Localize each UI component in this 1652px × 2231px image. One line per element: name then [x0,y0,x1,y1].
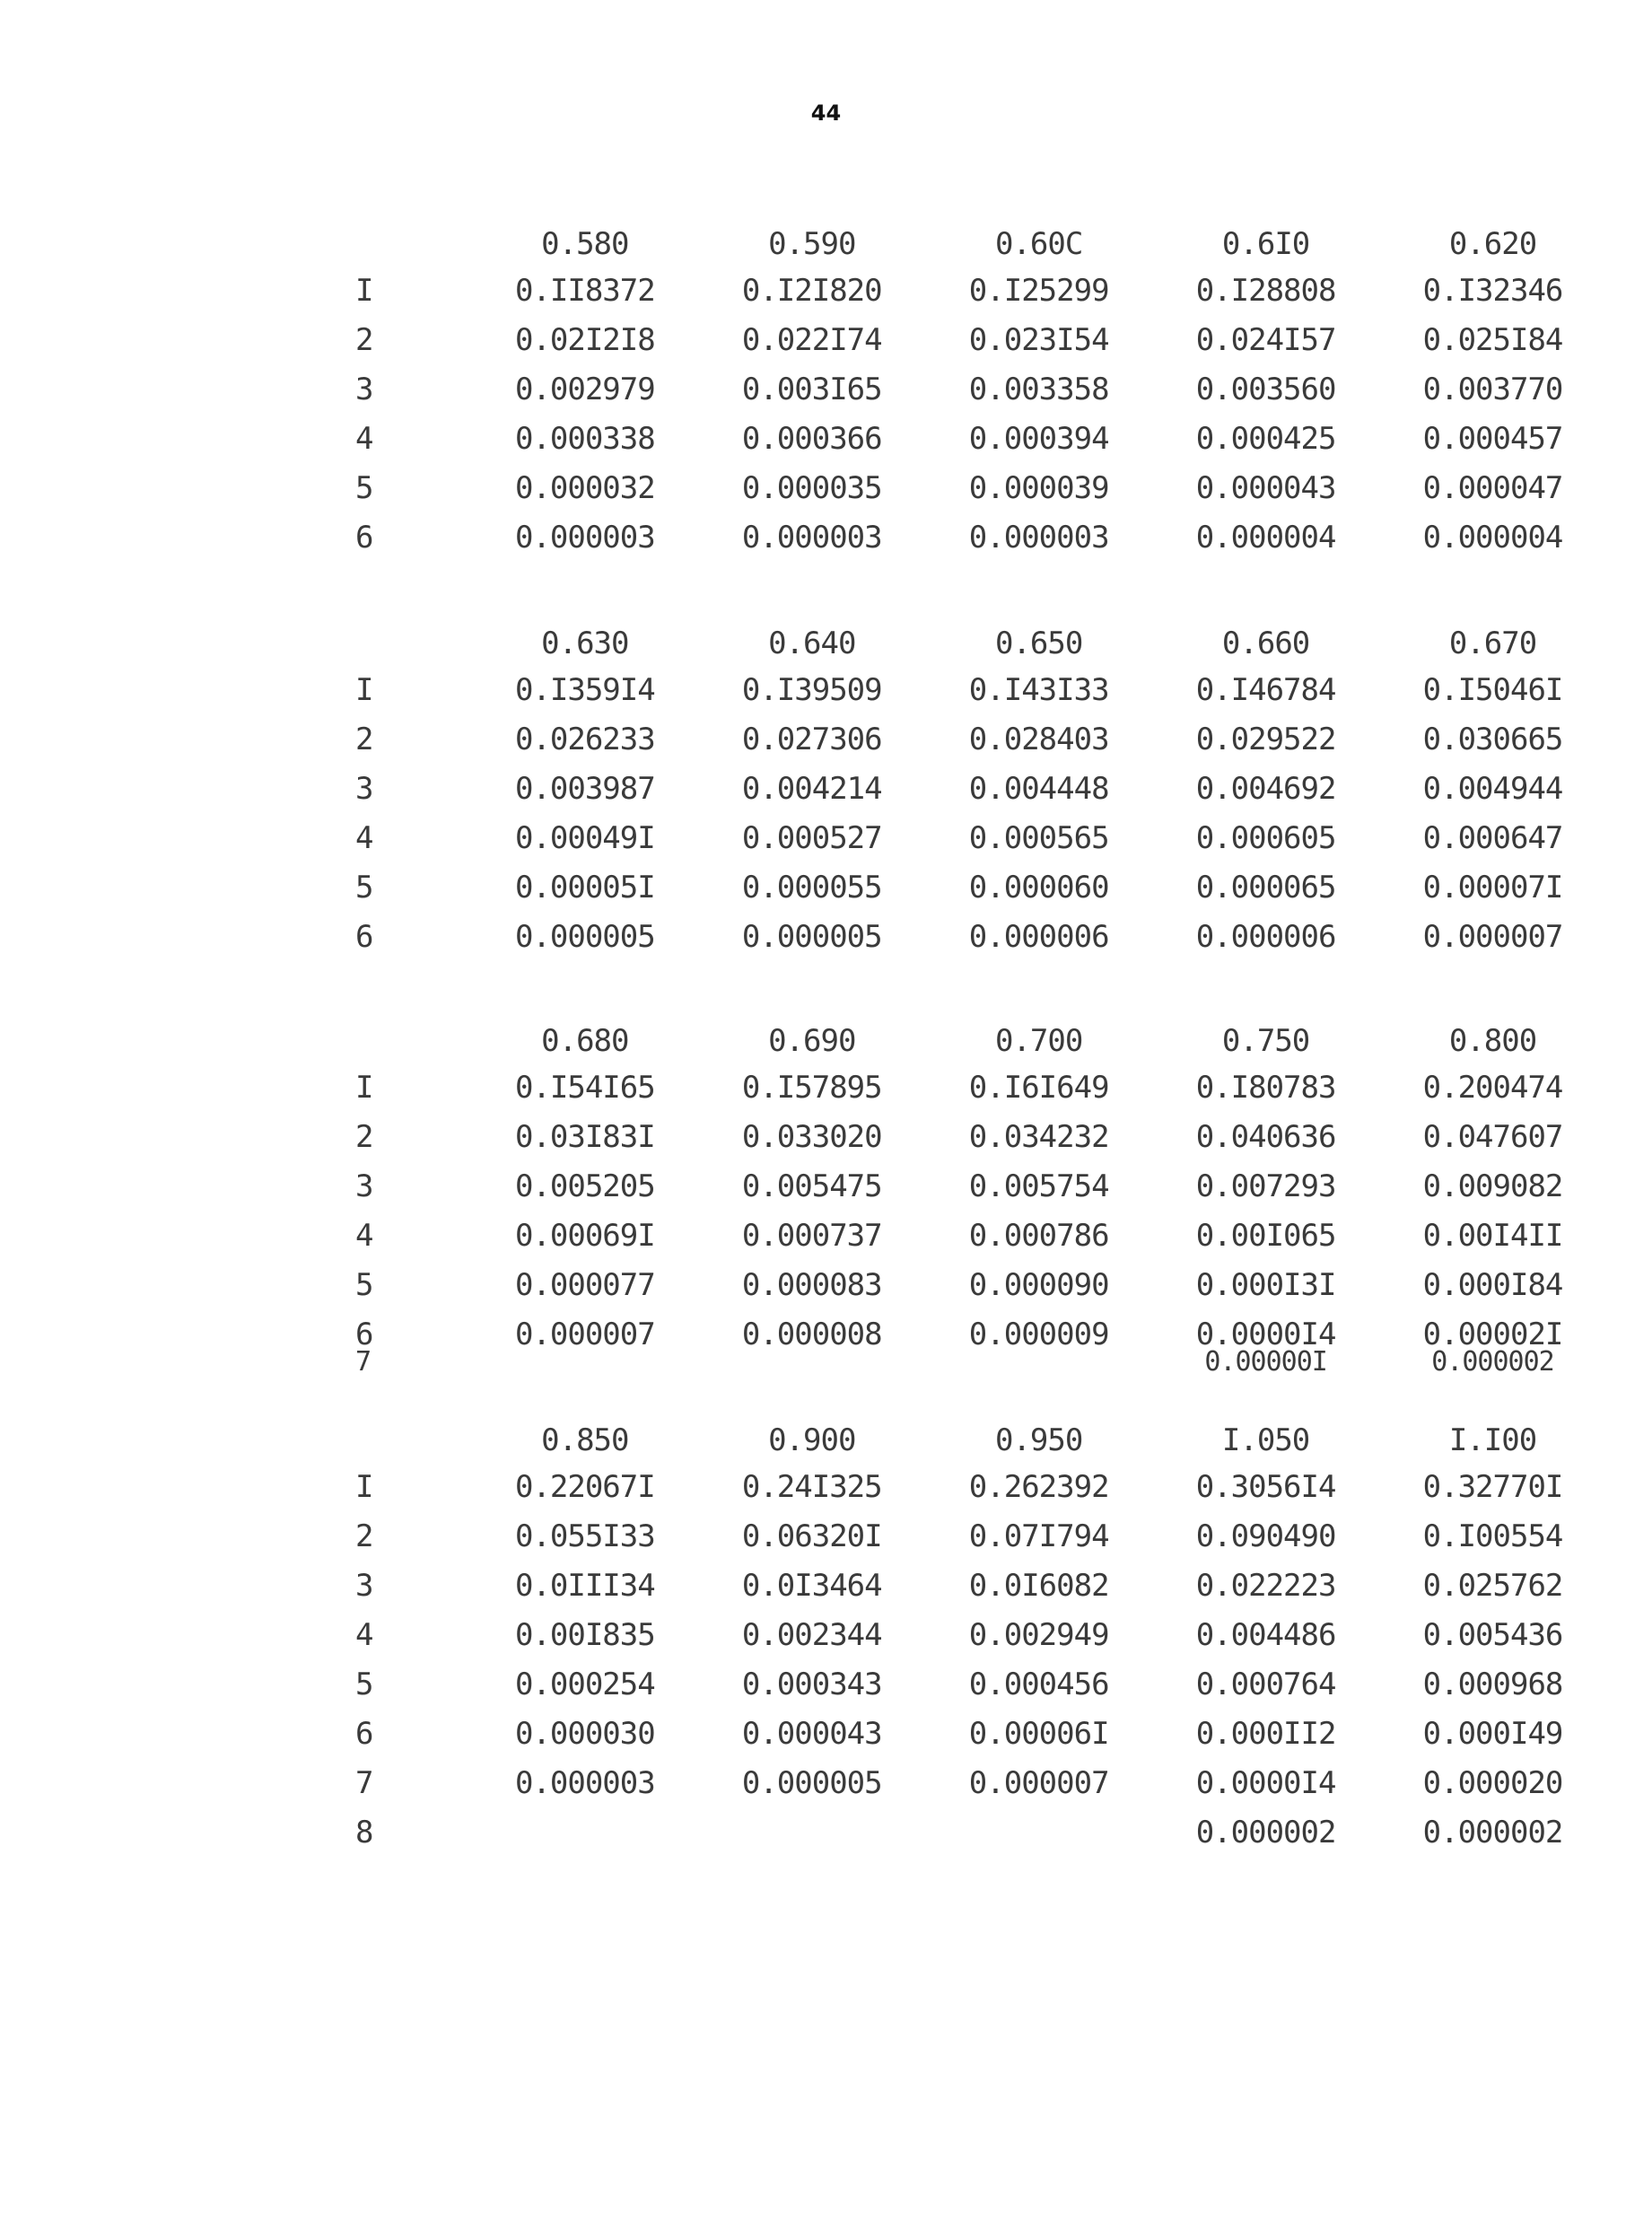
row-label: 7 [355,1765,373,1801]
table-cell: 0.00002I [1422,1317,1563,1352]
table-row [332,1716,1606,1765]
table-cell: 0.000565 [968,820,1109,856]
table-cell: 0.00049I [514,820,655,856]
table-cell: 0.007293 [1195,1168,1336,1204]
row-label: I [355,672,373,708]
table-cell: 0.000I84 [1422,1267,1563,1303]
row-label: 3 [355,372,373,407]
table-cell: 0.I46784 [1195,672,1336,708]
table-cell: 0.000030 [514,1716,655,1752]
table-cell: 0.000254 [514,1667,655,1702]
table-cell: 0.I32346 [1422,273,1563,309]
table-cell: 0.000007 [968,1765,1109,1801]
row-label: 6 [355,520,373,556]
column-header: 0.6I0 [1221,226,1310,262]
table-cell: 0.200474 [1422,1070,1563,1106]
column-header: 0.950 [994,1422,1083,1458]
column-header: 0.850 [541,1422,629,1458]
table-cell: 0.000394 [968,421,1109,457]
table-cell: 0.I5046I [1422,672,1563,708]
table-cell: 0.000060 [968,870,1109,906]
table-cell: 0.000020 [1422,1765,1563,1801]
table-cell: 0.0I6082 [968,1568,1109,1604]
header-row [332,1023,1606,1070]
row-label: 2 [355,1518,373,1554]
row-label: 6 [355,1317,373,1352]
column-header: 0.590 [768,226,856,262]
table-cell: 0.002949 [968,1617,1109,1653]
row-label: 6 [355,919,373,955]
table-cell: 0.0I3464 [741,1568,882,1604]
table-cell: 0.000004 [1422,520,1563,556]
table-cell: 0.000035 [741,470,882,506]
table-cell: 0.004486 [1195,1617,1336,1653]
table-cell: 0.025I84 [1422,322,1563,358]
header-row [332,626,1606,672]
column-header: 0.660 [1221,626,1310,661]
table-cell: 0.00006I [968,1716,1109,1752]
table-cell: 0.000007 [514,1317,655,1352]
table-cell: 0.090490 [1195,1518,1336,1554]
row-label: 7 [355,1346,371,1378]
column-header: 0.750 [1221,1023,1310,1059]
table-cell: 0.009082 [1422,1168,1563,1204]
column-header: I.I00 [1448,1422,1537,1458]
table-cell: 0.000I49 [1422,1716,1563,1752]
table-cell: 0.00000I [1204,1346,1327,1378]
table-cell: 0.005475 [741,1168,882,1204]
table-cell: 0.3056I4 [1195,1469,1336,1505]
row-label: 8 [355,1815,373,1850]
column-header: 0.640 [768,626,856,661]
table-row [332,722,1606,771]
table-cell: 0.005754 [968,1168,1109,1204]
row-label: 3 [355,1568,373,1604]
table-row [332,372,1606,421]
table-cell: 0.I57895 [741,1070,882,1106]
table-cell: 0.028403 [968,722,1109,757]
table-cell: 0.000006 [1195,919,1336,955]
table-cell: 0.000366 [741,421,882,457]
table-cell: 0.000456 [968,1667,1109,1702]
table-cell: 0.000090 [968,1267,1109,1303]
column-header: 0.670 [1448,626,1537,661]
row-label: 2 [355,1119,373,1155]
table-cell: 0.0000I4 [1195,1765,1336,1801]
table-cell: 0.00I4II [1422,1218,1563,1254]
table-cell: 0.I25299 [968,273,1109,309]
table-cell: 0.00007I [1422,870,1563,906]
table-cell: 0.040636 [1195,1119,1336,1155]
table-cell: 0.026233 [514,722,655,757]
table-cell: 0.003358 [968,372,1109,407]
table-row [332,771,1606,820]
table-row [332,421,1606,470]
header-row [332,226,1606,273]
page-number: 44 [810,101,842,126]
row-label: I [355,1070,373,1106]
table-row [332,1815,1606,1864]
table-cell: 0.24I325 [741,1469,882,1505]
row-label: 2 [355,722,373,757]
table-cell: 0.055I33 [514,1518,655,1554]
table-cell: 0.I54I65 [514,1070,655,1106]
table-cell: 0.06320I [741,1518,882,1554]
table-cell: 0.000425 [1195,421,1336,457]
table-cell: 0.005436 [1422,1617,1563,1653]
table-cell: 0.000I3I [1195,1267,1336,1303]
table-cell: 0.000002 [1422,1815,1563,1850]
row-label: 2 [355,322,373,358]
table-cell: 0.004692 [1195,771,1336,807]
table-cell: 0.I80783 [1195,1070,1336,1106]
table-cell: 0.003987 [514,771,655,807]
table-cell: 0.029522 [1195,722,1336,757]
table-block [332,1422,1606,1864]
row-label: 3 [355,1168,373,1204]
table-cell: 0.047607 [1422,1119,1563,1155]
table-row [332,870,1606,919]
row-label: 5 [355,470,373,506]
table-cell: 0.000055 [741,870,882,906]
table-cell: 0.000527 [741,820,882,856]
table-cell: 0.000043 [1195,470,1336,506]
column-header: 0.900 [768,1422,856,1458]
column-header: 0.800 [1448,1023,1537,1059]
table-cell: 0.000737 [741,1218,882,1254]
table-cell: 0.034232 [968,1119,1109,1155]
table-cell: 0.03I83I [514,1119,655,1155]
table-row [332,1168,1606,1218]
table-cell: 0.005205 [514,1168,655,1204]
row-label: 3 [355,771,373,807]
table-cell: 0.000003 [968,520,1109,556]
table-cell: 0.000II2 [1195,1716,1336,1752]
table-cell: 0.0000I4 [1195,1317,1336,1352]
table-row [332,919,1606,968]
table-cell: 0.I43I33 [968,672,1109,708]
table-block [332,226,1606,569]
column-header: 0.690 [768,1023,856,1059]
table-cell: 0.023I54 [968,322,1109,358]
table-cell: 0.000005 [741,1765,882,1801]
table-cell: 0.I39509 [741,672,882,708]
table-cell: 0.000605 [1195,820,1336,856]
table-cell: 0.000338 [514,421,655,457]
table-cell: 0.000065 [1195,870,1336,906]
table-cell: 0.32770I [1422,1469,1563,1505]
table-cell: 0.002979 [514,372,655,407]
table-cell: 0.027306 [741,722,882,757]
table-row [332,672,1606,722]
row-label: I [355,1469,373,1505]
column-header: 0.650 [994,626,1083,661]
table-cell: 0.I2I820 [741,273,882,309]
column-header: 0.580 [541,226,629,262]
table-cell: 0.II8372 [514,273,655,309]
table-row [332,322,1606,372]
table-cell: 0.I6I649 [968,1070,1109,1106]
table-block [332,626,1606,968]
row-label: 4 [355,1218,373,1254]
table-cell: 0.022223 [1195,1568,1336,1604]
table-cell: 0.0III34 [514,1568,655,1604]
table-row [332,1667,1606,1716]
table-cell: 0.000005 [514,919,655,955]
table-cell: 0.000083 [741,1267,882,1303]
table-row [332,820,1606,870]
table-cell: 0.000009 [968,1317,1109,1352]
table-cell: 0.033020 [741,1119,882,1155]
table-cell: 0.000005 [741,919,882,955]
table-cell: 0.00069I [514,1218,655,1254]
row-label: 4 [355,421,373,457]
table-row [332,273,1606,322]
table-row [332,1119,1606,1168]
table-row [332,1267,1606,1317]
table-row [332,1469,1606,1518]
table-cell: 0.00005I [514,870,655,906]
table-cell: 0.002344 [741,1617,882,1653]
table-cell: 0.030665 [1422,722,1563,757]
table-cell: 0.000457 [1422,421,1563,457]
table-cell: 0.004214 [741,771,882,807]
table-block [332,1023,1606,1382]
table-cell: 0.004448 [968,771,1109,807]
table-cell: 0.000043 [741,1716,882,1752]
table-cell: 0.003I65 [741,372,882,407]
table-cell: 0.00I065 [1195,1218,1336,1254]
table-cell: 0.262392 [968,1469,1109,1505]
table-cell: 0.000002 [1431,1346,1554,1378]
table-cell: 0.000008 [741,1317,882,1352]
column-header: 0.700 [994,1023,1083,1059]
table-row [332,1568,1606,1617]
row-label: 5 [355,1267,373,1303]
table-cell: 0.024I57 [1195,322,1336,358]
table-cell: 0.000003 [741,520,882,556]
column-header: 0.680 [541,1023,629,1059]
header-row [332,1422,1606,1469]
table-cell: 0.004944 [1422,771,1563,807]
table-cell: 0.003770 [1422,372,1563,407]
column-header: 0.60C [994,226,1083,262]
table-cell: 0.000077 [514,1267,655,1303]
table-cell: 0.000343 [741,1667,882,1702]
table-cell: 0.00I835 [514,1617,655,1653]
table-cell: 0.000003 [514,520,655,556]
table-row [332,470,1606,520]
table-cell: 0.02I2I8 [514,322,655,358]
table-cell: 0.000002 [1195,1815,1336,1850]
table-row [332,1617,1606,1667]
column-header: 0.620 [1448,226,1537,262]
row-label: 5 [355,1667,373,1702]
table-cell: 0.I359I4 [514,672,655,708]
row-label: 4 [355,820,373,856]
table-cell: 0.000006 [968,919,1109,955]
table-cell: 0.000032 [514,470,655,506]
table-cell: 0.000968 [1422,1667,1563,1702]
row-label: 4 [355,1617,373,1653]
row-label: I [355,273,373,309]
column-header: 0.630 [541,626,629,661]
table-cell: 0.000039 [968,470,1109,506]
table-row [332,520,1606,569]
row-label: 5 [355,870,373,906]
table-cell: 0.000786 [968,1218,1109,1254]
table-cell: 0.025762 [1422,1568,1563,1604]
table-cell: 0.000004 [1195,520,1336,556]
table-cell: 0.000647 [1422,820,1563,856]
table-row [332,1070,1606,1119]
row-label: 6 [355,1716,373,1752]
table-row [332,1765,1606,1815]
table-cell: 0.000003 [514,1765,655,1801]
table-cell: 0.07I794 [968,1518,1109,1554]
table-cell: 0.22067I [514,1469,655,1505]
table-cell: 0.000007 [1422,919,1563,955]
column-header: I.050 [1221,1422,1310,1458]
table-cell: 0.000047 [1422,470,1563,506]
table-row [332,1218,1606,1267]
table-cell: 0.I00554 [1422,1518,1563,1554]
table-cell: 0.000764 [1195,1667,1336,1702]
table-cell: 0.003560 [1195,372,1336,407]
table-cell: 0.022I74 [741,322,882,358]
table-row [332,1518,1606,1568]
table-cell: 0.I28808 [1195,273,1336,309]
